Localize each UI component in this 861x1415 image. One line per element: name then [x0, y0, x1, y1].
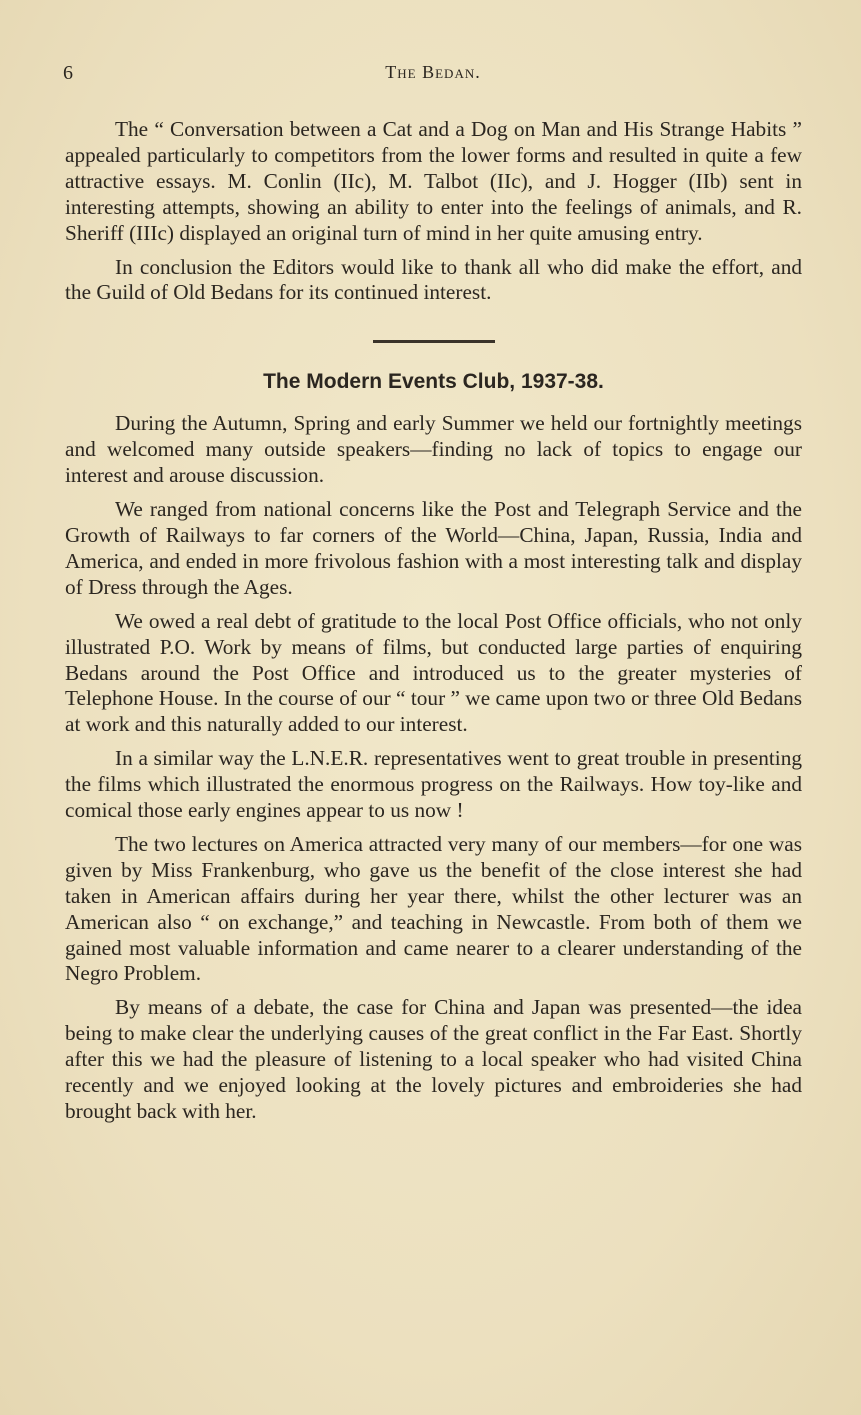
page-header	[63, 62, 803, 92]
page-number: 6	[63, 62, 73, 84]
paragraph-competition-essays: The “ Conversation between a Cat and a Dog on Man and His Strange Habits ” appealed particularly to competitors from the lower forms and resulted in quite a few attractive essays. M. Conlin (IIc), M. Talbot (IIc), and J. Hogger (IIb) sent in interesting attempts, showing an ability to enter into the feelings of animals, and R. Sheriff (IIIc) displayed an original turn of mind in her quite amusing entry.	[65, 117, 802, 245]
paragraph-meetings: During the Autumn, Spring and early Summer we held our fortnightly meetings and welcomed many outside speakers—finding no lack of topics to engage our interest and arouse discussion.	[65, 411, 802, 488]
paragraph-railways: In a similar way the L.N.E.R. representatives went to great trouble in presenting the films which illustrated the enormous progress on the Railways. How toy-like and comical those early engines appear to us now !	[65, 746, 802, 823]
running-title: The Bedan.	[385, 62, 481, 82]
section-divider	[373, 340, 495, 343]
section-title: The Modern Events Club, 1937-38.	[263, 370, 604, 394]
paragraph-editors-thanks: In conclusion the Editors would like to thank all who did make the effort, and the Guild of Old Bedans for its continued interest.	[65, 254, 802, 305]
paragraph-post-office: We owed a real debt of gratitude to the local Post Office officials, who not only illustrated P.O. Work by means of films, but conducted large parties of enquiring Bedans around the Post Office and introduced us to the greater mysteries of Telephone House. In the course of our “ tour ” we came upon two or three Old Bedans at work and this naturally added to our interest.	[65, 608, 802, 737]
paragraph-china-japan-debate: By means of a debate, the case for China and Japan was presented—the idea being to make clear the underlying causes of the great conflict in the Far East. Shortly after this we had the pleasure of listening to a local speaker who had visited China recently and we enjoyed looking at the lovely pictures and embroideries she had brought back with her.	[65, 995, 802, 1123]
paragraph-topics: We ranged from national concerns like the Post and Telegraph Service and the Growth of Railways to far corners of the World—China, Japan, Russia, India and America, and ended in more frivolous fashion with a most interesting talk and display of Dress through the Ages.	[65, 497, 802, 599]
page-content	[65, 117, 802, 1133]
paragraph-america-lectures: The two lectures on America attracted very many of our members—for one was given by Miss Frankenburg, who gave us the benefit of the close interest she had taken in American affairs during her year there, whilst the other lecturer was an American also “ on exchange,” and teaching in Newcastle. From both of them we gained most valuable information and came nearer to a clearer understanding of the Negro Problem.	[65, 831, 802, 986]
